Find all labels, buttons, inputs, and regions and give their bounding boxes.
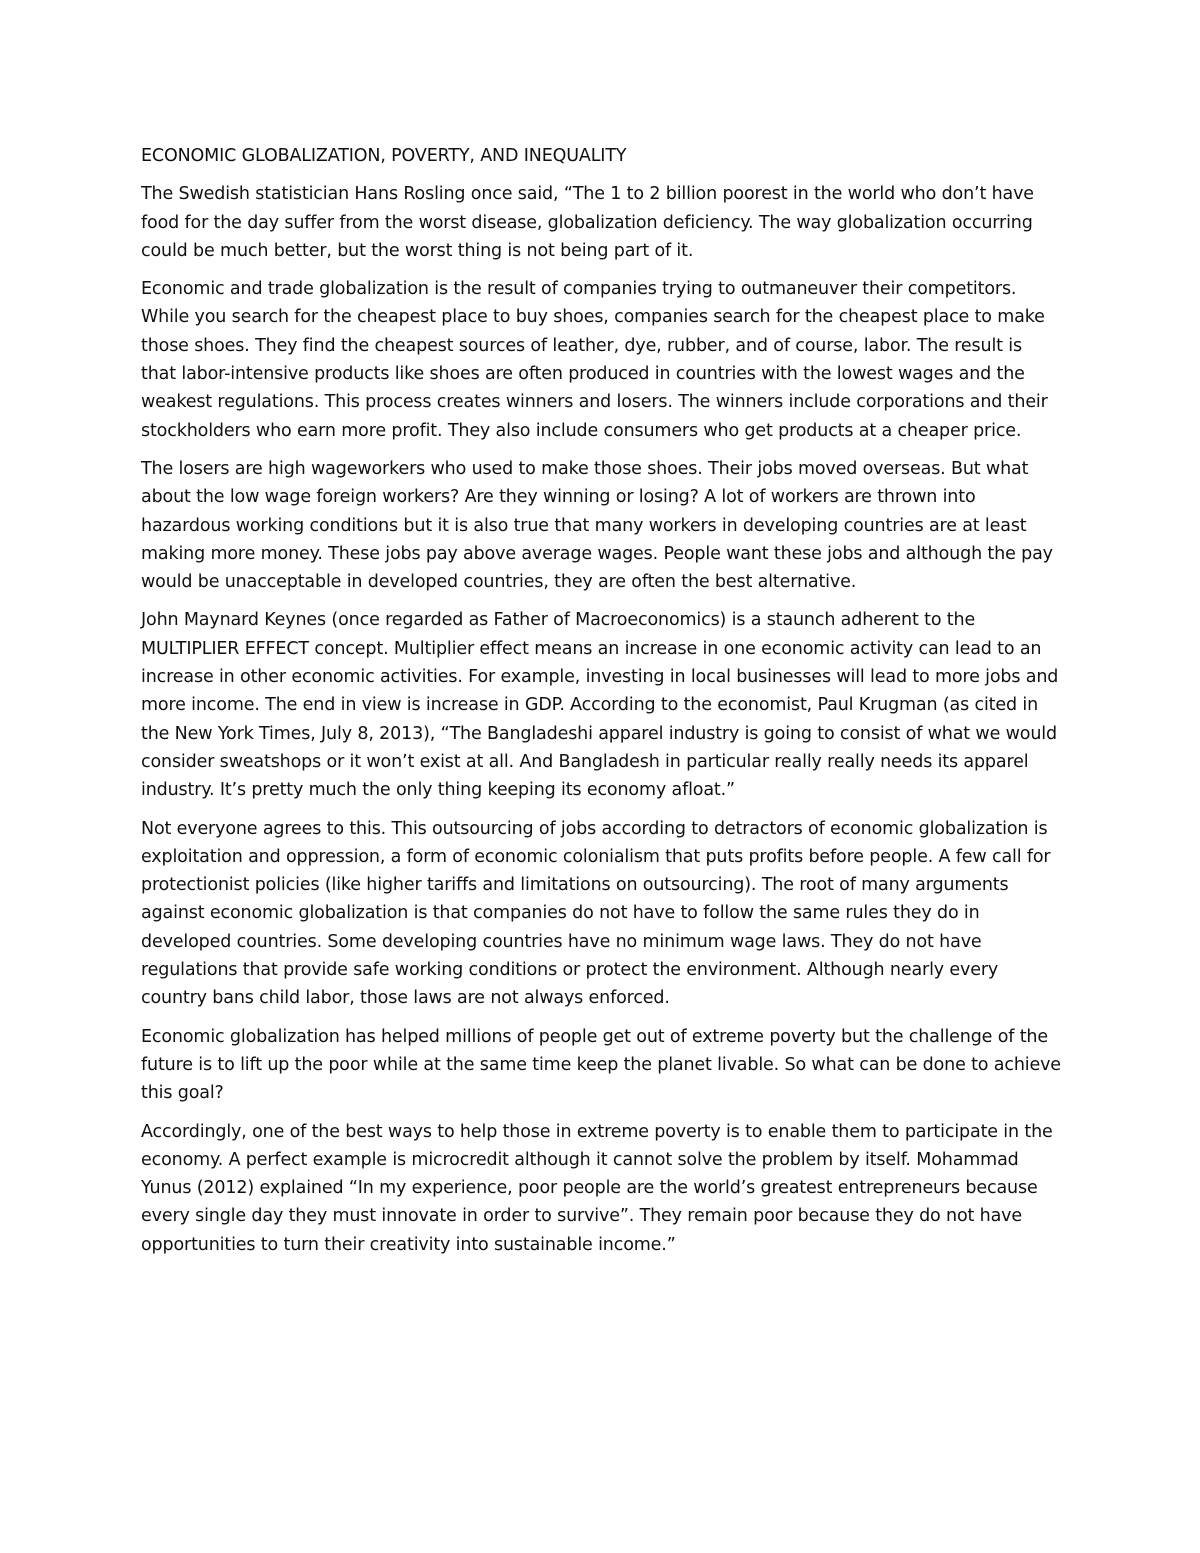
paragraph-poverty-challenge: Economic globalization has helped millions of people get out of extreme poverty but the challenge of the future is to lift up the poor while at the same time keep the planet livable. So what can be done to achieve this goal? <box>141 1026 1061 1104</box>
document-title: ECONOMIC GLOBALIZATION, POVERTY, AND INEQUALITY <box>141 146 627 166</box>
paragraph-winners-losers: The losers are high wageworkers who used to make those shoes. Their jobs moved overseas. But what about the low wage foreign workers? Are they winning or losing? A lot of workers are thrown into hazardous working conditions but it is also true that many workers in developing countries are at least making more money. These jobs pay above average wages. People want these jobs and although the pay would be unacceptable in developed countries, they are often the best alternative. <box>141 458 1053 593</box>
paragraph-microcredit: Accordingly, one of the best ways to help those in extreme poverty is to enable them to participate in the economy. A perfect example is microcredit although it cannot solve the problem by itself. Mohammad Yunus (2012) explained “In my experience, poor people are the world’s greatest entrepreneurs because every single day they must innovate in order to survive”. They remain poor because they do not have opportunities to turn their creativity into sustainable income.” <box>141 1121 1053 1255</box>
paragraph-detractors: Not everyone agrees to this. This outsourcing of jobs according to detractors of economic globalization is exploitation and oppression, a form of economic colonialism that puts profits before people. A few call for protectionist policies (like higher tariffs and limitations on outsourcing). The root of many arguments against economic globalization is that companies do not have to follow the same rules they do in developed countries. Some developing countries have no minimum wage laws. They do not have regulations that provide safe working conditions or protect the environment. Although nearly every country bans child labor, those laws are not always enforced. <box>141 818 1051 1009</box>
paragraph-trade-globalization: Economic and trade globalization is the result of companies trying to outmaneuver their competitors. While you search for the cheapest place to buy shoes, companies search for the cheapest place to make those shoes. They find the cheapest sources of leather, dye, rubber, and of course, labor. The result is that labor-intensive products like shoes are often produced in countries with the lowest wages and the weakest regulations. This process creates winners and losers. The winners include corporations and their stockholders who earn more profit. They also include consumers who get products at a cheaper price. <box>141 279 1048 441</box>
paragraph-keynes-multiplier: John Maynard Keynes (once regarded as Father of Macroeconomics) is a staunch adherent to the MULTIPLIER EFFECT concept. Multiplier effect means an increase in one economic activity can lead to an increase in other economic activities. For example, investing in local businesses will lead to more jobs and more income. The end in view is increase in GDP. According to the economist, Paul Krugman (as cited in the New York Times, July 8, 2013), “The Bangladeshi apparel industry is going to consist of what we would consider sweatshops or it won’t exist at all. And Bangladesh in particular really really needs its apparel industry. It’s pretty much the only thing keeping its economy afloat.” <box>141 610 1059 801</box>
paragraph-rosling-quote: The Swedish statistician Hans Rosling once said, “The 1 to 2 billion poorest in the world who don’t have food for the day suffer from the worst disease, globalization deficiency. The way globalization occurring could be much better, but the worst thing is not being part of it. <box>141 184 1034 261</box>
document-body <box>141 142 1061 1269</box>
